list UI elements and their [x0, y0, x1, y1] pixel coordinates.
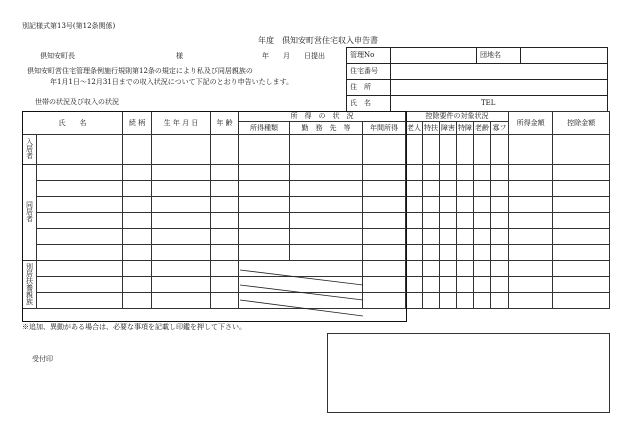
col-ded-disability: 障害: [440, 122, 457, 135]
addressee: 倶知安町長: [40, 52, 75, 60]
row-group-separate-dependent: 別居扶養親族: [23, 261, 37, 309]
table-row: [23, 261, 610, 277]
col-workplace: 勤 務 先 等: [290, 122, 363, 135]
tel-label: TEL: [481, 99, 496, 107]
jutaku-no-label: 住宅番号: [347, 64, 391, 80]
name-field[interactable]: [391, 96, 608, 112]
kanri-no-label: 管理No: [347, 48, 391, 64]
col-ded-special-dependent: 特扶: [423, 122, 440, 135]
struck-cell: [239, 277, 363, 293]
address-field[interactable]: [391, 80, 608, 96]
struck-cell: [239, 261, 363, 277]
table-row: [23, 245, 610, 261]
name-label: 氏 名: [347, 96, 391, 112]
jutaku-no-field[interactable]: [391, 64, 608, 80]
col-name: 氏 名: [23, 112, 123, 135]
table-row: [23, 181, 610, 197]
group-income-status: 所 得 の 状 況: [239, 112, 406, 122]
table-row: [23, 229, 610, 245]
table-row: [23, 277, 610, 293]
receipt-stamp-label: 受付印: [32, 355, 53, 363]
col-annual-income: 年間所得: [363, 122, 406, 135]
table-row: [23, 293, 610, 309]
honorific: 様: [176, 52, 183, 60]
section-label: 世帯の状況及び収入の状況: [35, 98, 119, 106]
applicant-info-table: [346, 47, 608, 112]
table-row: [23, 213, 610, 229]
danchi-field[interactable]: [521, 48, 608, 64]
col-ded-old-age: 老齢: [474, 122, 491, 135]
col-relation: 続 柄: [123, 112, 152, 135]
statement-line-2: 年1月1日～12月31日までの収入状況について下記のとおり申告いたします。: [50, 78, 294, 86]
footer-note: ※追加、異動がある場合は、必要な事項を記載し印鑑を押して下さい。: [22, 323, 246, 331]
statement-line-1: 倶知安町営住宅管理条例施行規則第12条の規定により私及び同居親族の: [27, 67, 253, 75]
col-age: 年 齢: [211, 112, 239, 135]
stamp-box[interactable]: [327, 333, 610, 413]
danchi-label: 団地名: [477, 48, 521, 64]
struck-cell: [239, 293, 363, 309]
kanri-no-field[interactable]: [391, 48, 477, 64]
group-deduction-status: 控除要件の対象状況: [406, 112, 509, 122]
col-ded-widow: 寡フ: [491, 122, 509, 135]
form-code: 別記様式第13号(第12条関係): [22, 22, 116, 30]
name-cell[interactable]: [37, 135, 123, 165]
form-title: 年度 倶知安町営住宅収入申告書: [258, 36, 378, 45]
submission-date: 年 月 日提出: [262, 52, 325, 60]
table-row: [23, 165, 610, 181]
col-birthdate: 生 年 月 日: [152, 112, 211, 135]
col-ded-special-disability: 特障: [457, 122, 474, 135]
table-row: [23, 197, 610, 213]
col-ded-elderly: 老人: [406, 122, 423, 135]
col-deduction-amount: 控除金額: [553, 112, 610, 135]
row-group-resident: 入居者: [23, 135, 37, 165]
col-income-type: 所得種類: [239, 122, 290, 135]
address-label: 住 所: [347, 80, 391, 96]
household-income-table: [22, 111, 610, 309]
row-group-cohabitant: 同居者: [23, 165, 37, 261]
col-income-amount: 所得金額: [509, 112, 553, 135]
